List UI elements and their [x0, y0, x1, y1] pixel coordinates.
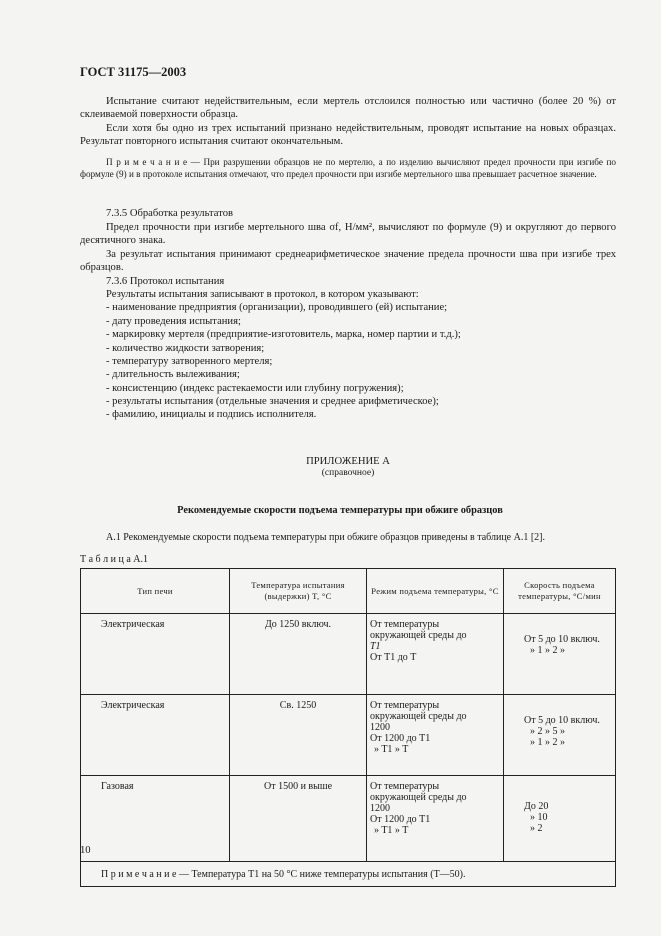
appendix-title: ПРИЛОЖЕНИЕ А — [306, 456, 390, 467]
table-note: П р и м е ч а н и е — Температура T1 на 50 °С ниже температуры испытания (T—50). — [81, 862, 616, 887]
table-cell-line: » 1 » 2 » — [530, 645, 565, 656]
table-header-cell: Скорость подъема температуры, °С/мин — [504, 569, 616, 614]
list-item: - длительность вылеживания; — [106, 369, 240, 380]
table-cell — [504, 695, 616, 776]
list-item: - консистенцию (индекс растекаемости или глубину погружения); — [106, 383, 404, 394]
table-header-cell: Режим подъема температуры, °С — [367, 569, 504, 614]
page-header-title: ГОСТ 31175—2003 — [80, 65, 187, 79]
table-cell-line: окружающей среды до — [370, 792, 467, 803]
temperature-rate-table — [80, 568, 616, 887]
table-cell-line: От 5 до 10 включ. — [524, 634, 600, 645]
table-cell-line: От температуры — [370, 619, 440, 630]
table-cell — [367, 776, 504, 862]
section-7-3-5: 7.3.5 Обработка результатов — [106, 208, 233, 219]
table-cell-line: » 2 — [530, 823, 543, 834]
table-cell-line: » T1 » T — [374, 825, 409, 836]
list-item: - температуру затворенного мертеля; — [106, 356, 273, 367]
table-row — [81, 776, 616, 862]
table-cell-line: От температуры — [370, 781, 440, 792]
appendix-subtitle: (справочное) — [321, 468, 375, 478]
table-cell: Св. 1250 — [230, 695, 367, 776]
table-note-row — [81, 862, 616, 887]
table-label: Т а б л и ц а А.1 — [80, 554, 148, 565]
table-cell: Электрическая — [81, 695, 230, 776]
table-cell-line: » 1 » 2 » — [530, 737, 565, 748]
table-cell-line: окружающей среды до — [370, 630, 467, 641]
paragraph-result-average: За результат испытания принимают среднеарифметическое значение предела прочности шва при изгибе трех образцов. — [80, 249, 616, 274]
appendix-heading: Рекомендуемые скорости подъема температуры при обжиге образцов — [177, 505, 503, 516]
table-cell — [367, 614, 504, 695]
table-cell-line: От 1200 до T1 — [370, 814, 431, 825]
table-cell-line: От T1 до T — [370, 652, 417, 663]
table-cell-line: 1200 — [370, 722, 390, 733]
list-item: - фамилию, инициалы и подпись исполнителя. — [106, 409, 317, 420]
table-row — [81, 614, 616, 695]
table-cell-line: » 2 » 5 » — [530, 726, 565, 737]
table-cell-line: От температуры — [370, 700, 440, 711]
table-cell-line: От 5 до 10 включ. — [524, 715, 600, 726]
table-cell — [504, 614, 616, 695]
section-7-3-6: 7.3.6 Протокол испытания — [106, 276, 225, 287]
table-cell — [367, 695, 504, 776]
paragraph-retest: Если хотя бы одно из трех испытаний признано недействительным, проводят испытание на новых образцах. Результат повторного испытания считают окончательным. — [80, 123, 616, 148]
table-cell-line: От 1200 до T1 — [370, 733, 431, 744]
list-item: - дату проведения испытания; — [106, 316, 241, 327]
table-cell: От 1500 и выше — [230, 776, 367, 862]
table-header-cell: Температура испытания (выдержки) T, °С — [230, 569, 367, 614]
list-item: - количество жидкости затворения; — [106, 343, 265, 354]
paragraph-invalid-test: Испытание считают недействительным, если мертель отслоился полностью или частично (более 20 %) от склеиваемой поверхности образца. — [80, 96, 616, 121]
list-item: - наименование предприятия (организации), проводившего (ей) испытание; — [106, 302, 448, 313]
paragraph-strength-formula: Предел прочности при изгибе мертельного шва σf, Н/мм², вычисляют по формуле (9) и округляют до первого десятичного знака. — [80, 222, 616, 247]
table-row — [81, 695, 616, 776]
page-number: 10 — [80, 845, 91, 856]
list-item: - маркировку мертеля (предприятие-изготовитель, марка, номер партии и т.д.); — [106, 329, 461, 340]
table-cell: Газовая — [81, 776, 230, 862]
note-label: П р и м е ч а н и е — — [106, 157, 200, 167]
paragraph-protocol-intro: Результаты испытания записывают в протокол, в котором указывают: — [106, 289, 419, 300]
table-cell-line: T1 — [370, 641, 381, 652]
table-header-row — [81, 569, 616, 614]
table-cell-line: » 10 — [530, 812, 548, 823]
table-cell — [504, 776, 616, 862]
note-text: При разрушении образцов не по мертелю, а по изделию вычисляют предел прочности при изгибе по формуле (9) и в протоколе испытания отмечают, что предел прочности при изгибе мертельного шва превышает расчетное значение. — [80, 157, 617, 180]
table-cell-line: 1200 — [370, 803, 390, 814]
table-cell-line: окружающей среды до — [370, 711, 467, 722]
appendix-intro: А.1 Рекомендуемые скорости подъема температуры при обжиге образцов приведены в таблице А.1 [2]. — [106, 532, 546, 543]
table-cell-line: До 20 — [524, 801, 549, 812]
table-cell: До 1250 включ. — [230, 614, 367, 695]
table-header-cell: Тип печи — [81, 569, 230, 614]
table-cell: Электрическая — [81, 614, 230, 695]
list-item: - результаты испытания (отдельные значения и среднее арифметическое); — [106, 396, 439, 407]
note-failure — [80, 156, 616, 181]
table-cell-line: » T1 » T — [374, 744, 409, 755]
